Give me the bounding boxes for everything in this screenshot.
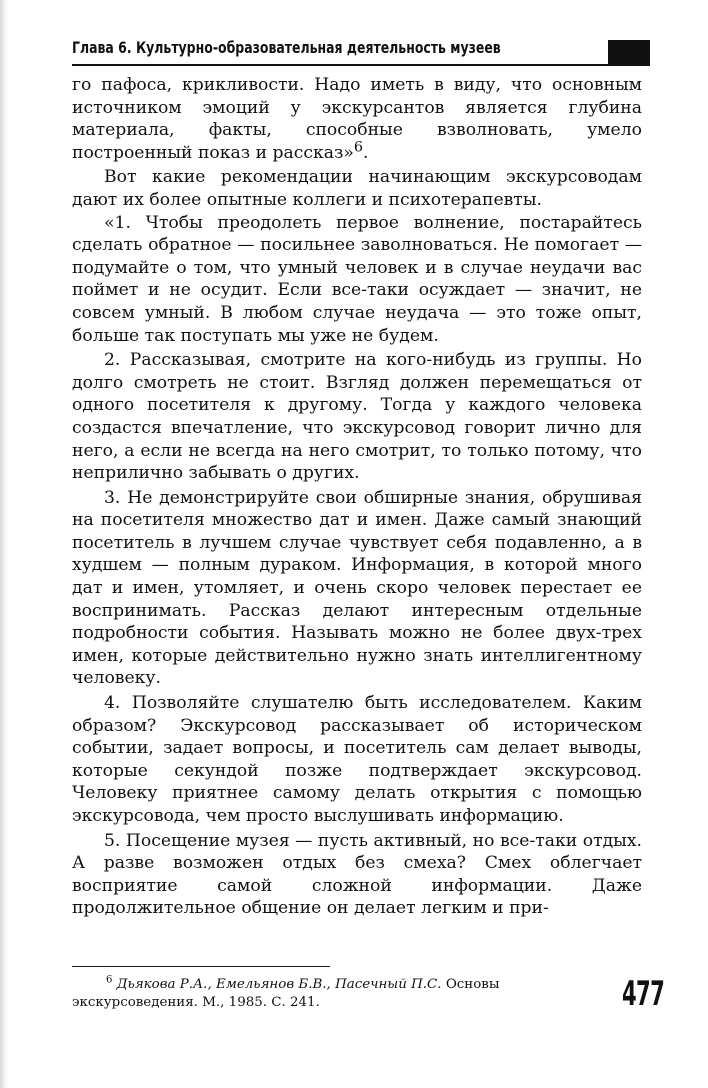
header-black-tab bbox=[608, 40, 650, 64]
footnote bbox=[72, 976, 602, 1012]
page-number: 477 bbox=[622, 974, 665, 1014]
paragraph-item-4: 4. Позволяйте слушателю быть исследователем. Каким образом? Экскурсовод рассказывает об историческом событии, задает вопросы, и посетитель сам делает выводы, которые секундой позже подтверждает экскурсовод. Человеку приятнее самому делать открытия с помощью экскурсовода, чем просто выслушивать информацию. bbox=[72, 693, 642, 826]
paragraph-text: го пафоса, крикливости. Надо иметь в виду, что основным источником эмоций у экскурсантов является глубина материала, факты, способные взволновать, умело построенный показ и рассказ» bbox=[72, 75, 642, 163]
paragraph-item-2: 2. Рассказывая, смотрите на кого-нибудь из группы. Но долго смотреть не стоит. Взгляд должен перемещаться от одного посетителя к другому. Тогда у каждого человека создастся впечатление, что экскурсовод говорит лично для него, а если не всегда на него смотрит, то только потому, что неприлично забывать о других. bbox=[72, 350, 642, 484]
page-left-edge-shadow bbox=[0, 0, 9, 1088]
footnote-reference: 6 bbox=[353, 139, 364, 156]
main-text bbox=[72, 74, 642, 920]
footnote-divider bbox=[72, 966, 330, 967]
paragraph-end: . bbox=[363, 142, 369, 163]
footnote-authors: Дьякова Р.А., Емельянов Б.В., Пасечный П.С. bbox=[116, 977, 442, 992]
paragraph-item-1: «1. Чтобы преодолеть первое волнение, постарайтесь сделать обратное — посильнее заволноваться. Не помогает — подумайте о том, что умный человек и в случае неудачи вас поймет и не осудит. Если все-таки осуждает — значит, не совсем умный. В любом случае неудача — это тоже опыт, больше так поступать мы уже не будем. bbox=[72, 212, 642, 346]
paragraph-intro: Вот какие рекомендации начинающим экскурсоводам дают их более опытные коллеги и психотерапевты. bbox=[72, 167, 642, 210]
running-header bbox=[72, 34, 650, 66]
footnote-mark: 6 bbox=[106, 974, 113, 986]
paragraph-item-5: 5. Посещение музея — пусть активный, но все-таки отдых. А разве возможен отдых без смеха? Смех облегчает восприятие самой сложной информации. Даже продолжительное общение он делает легким и при- bbox=[72, 830, 642, 919]
paragraph-continuation bbox=[72, 74, 642, 164]
footnote-text: Основы экскурсоведения. М., 1985. С. 241. bbox=[72, 977, 500, 1010]
paragraph-item-3: 3. Не демонстрируйте свои обширные знания, обрушивая на посетителя множество дат и имен. Даже самый знающий посетитель в лучшем случае чувствует себя подавленно, а в худшем — полным дураком. Информация, в которой много дат и имен, утомляет, и очень скоро человек перестает ее воспринимать. Рассказ делают интересным отдельные подробности события. Называть можно не более двух-трех имен, которые действительно нужно знать интеллигентному человеку. bbox=[72, 487, 642, 689]
chapter-title: Глава 6. Культурно-образовательная деятельность музеев bbox=[72, 38, 501, 57]
